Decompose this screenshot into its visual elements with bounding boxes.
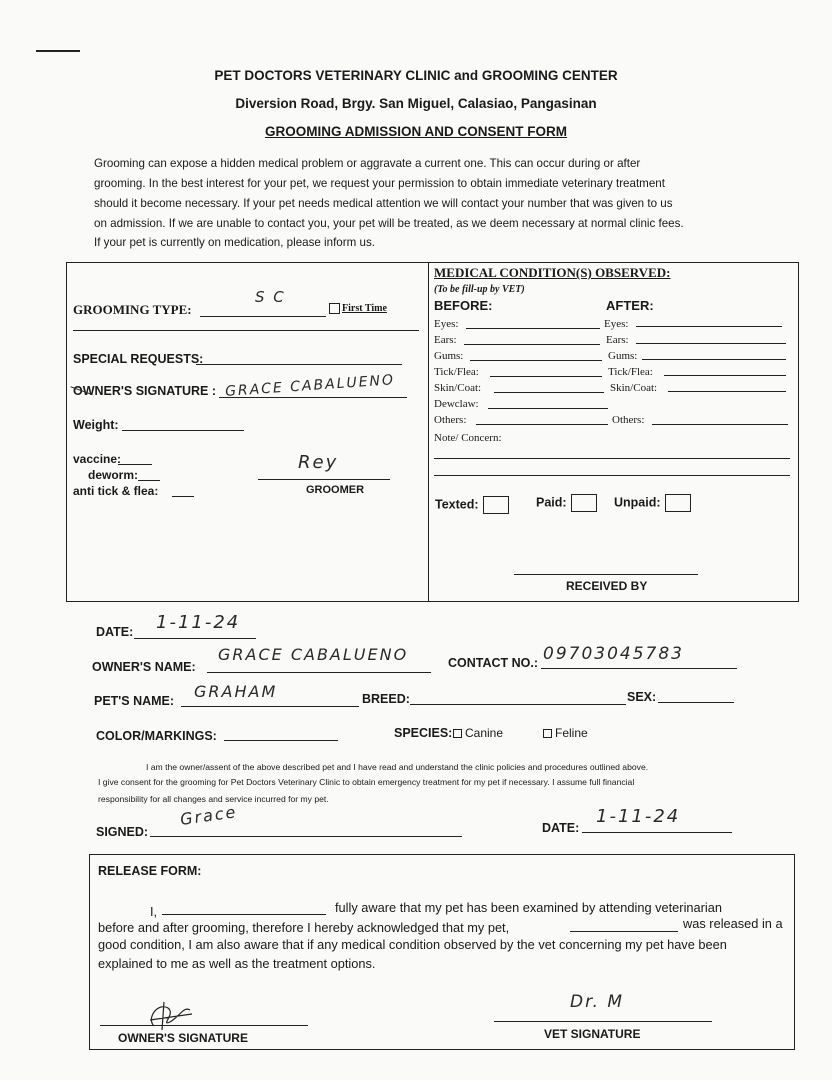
owner-signature-value: GRACE CABALUENO <box>224 372 396 400</box>
texted-checkbox[interactable] <box>483 496 509 514</box>
after-ears-field[interactable] <box>636 343 786 344</box>
signed-value: Grace <box>178 802 239 829</box>
special-requests-field[interactable] <box>196 364 402 365</box>
deworm-field[interactable] <box>138 480 160 481</box>
owner-signature-label: OWNER'S SIGNATURE : <box>73 384 217 398</box>
canine-option[interactable] <box>453 726 503 740</box>
consent-line: I give consent for the grooming for Pet Doctors Veterinary Clinic to obtain emergency treatment for my pet if necessary. I assume full financial <box>98 777 635 787</box>
release-title: RELEASE FORM: <box>98 864 202 878</box>
date-label: DATE: <box>96 625 134 639</box>
paid-option[interactable] <box>536 494 597 512</box>
medical-subtitle: (To be fill-up by VET) <box>434 284 525 295</box>
consent-line: I am the owner/assent of the above described pet and I have read and understand the clinic policies and procedures outlined above. <box>146 762 649 772</box>
unpaid-label: Unpaid: <box>614 495 661 510</box>
unpaid-checkbox[interactable] <box>665 494 691 512</box>
note-label: Note/ Concern: <box>434 432 502 444</box>
release-text: was released in a <box>683 916 783 931</box>
consent-date-field[interactable] <box>582 832 732 833</box>
consent-date-value: 1-11-24 <box>596 806 681 827</box>
signed-field[interactable] <box>150 836 462 837</box>
before-eyes-label: Eyes: <box>434 318 459 330</box>
release-text: I, <box>150 904 158 919</box>
after-eyes-field[interactable] <box>636 326 782 327</box>
canine-checkbox[interactable] <box>453 729 462 738</box>
release-text: before and after grooming, therefore I hereby acknowledged that my pet, <box>98 920 510 935</box>
medical-title: MEDICAL CONDITION(S) OBSERVED: <box>434 265 671 280</box>
box-divider <box>428 262 429 602</box>
before-ears-label: Ears: <box>434 334 457 346</box>
release-text: good condition, I am also aware that if any medical condition observed by the vet concerning my pet have been <box>98 937 727 952</box>
grooming-type-field[interactable] <box>200 316 326 317</box>
after-gums-label: Gums: <box>608 350 638 362</box>
received-by-line[interactable] <box>514 574 698 575</box>
clinic-name: PET DOCTORS VETERINARY CLINIC and GROOMING CENTER <box>214 68 618 83</box>
date-value: 1-11-24 <box>156 612 241 633</box>
after-skin-label: Skin/Coat: <box>610 382 658 394</box>
after-ears-label: Ears: <box>606 334 629 346</box>
owner-name-field[interactable] <box>207 672 431 673</box>
consent-date-label: DATE: <box>542 821 580 835</box>
canine-label: Canine <box>465 726 504 740</box>
before-others-field[interactable] <box>476 424 608 425</box>
intro-line: Grooming can expose a hidden medical problem or aggravate a current one. This can occur during or after <box>94 157 641 170</box>
deworm-label: deworm: <box>88 468 139 482</box>
before-gums-field[interactable] <box>470 360 602 361</box>
grooming-type-extra-line <box>73 330 419 331</box>
feline-label: Feline <box>555 726 588 740</box>
first-time-checkbox[interactable] <box>329 303 340 314</box>
pet-name-value: GRAHAM <box>194 682 278 701</box>
after-tick-field[interactable] <box>664 375 786 376</box>
paid-label: Paid: <box>536 495 567 510</box>
texted-label: Texted: <box>435 497 479 512</box>
after-skin-field[interactable] <box>668 391 786 392</box>
unpaid-option[interactable] <box>614 494 691 512</box>
groomer-signature: Rey <box>298 452 339 473</box>
texted-option[interactable] <box>435 496 509 514</box>
breed-field[interactable] <box>410 704 626 705</box>
release-text: fully aware that my pet has been examined by attending veterinarian <box>335 900 722 915</box>
pet-name-label: PET'S NAME: <box>94 694 175 708</box>
before-tick-field[interactable] <box>490 376 602 377</box>
release-owner-signature-scribble <box>140 996 200 1036</box>
species-label: SPECIES: <box>394 726 453 740</box>
feline-option[interactable] <box>543 726 588 740</box>
color-field[interactable] <box>224 740 338 741</box>
after-label: AFTER: <box>606 298 654 313</box>
feline-checkbox[interactable] <box>543 729 552 738</box>
intro-line: grooming. In the best interest for your pet, we request your permission to obtain immediate veterinary treatment <box>94 177 665 190</box>
weight-field[interactable] <box>122 430 244 431</box>
before-skin-field[interactable] <box>494 392 604 393</box>
groomer-label: GROOMER <box>306 484 365 496</box>
sex-label: SEX: <box>627 690 657 704</box>
groomer-signature-line[interactable] <box>258 479 390 480</box>
after-others-label: Others: <box>612 414 645 426</box>
contact-value: 09703045783 <box>543 644 684 664</box>
note-line[interactable] <box>434 475 790 476</box>
after-others-field[interactable] <box>652 424 788 425</box>
grooming-type-value: S C <box>255 288 286 306</box>
special-requests-label: SPECIAL REQUESTS: <box>73 352 204 366</box>
before-tick-label: Tick/Flea: <box>434 366 479 378</box>
note-line[interactable] <box>434 458 790 459</box>
contact-label: CONTACT NO.: <box>448 656 539 670</box>
vaccine-field[interactable] <box>118 464 152 465</box>
owner-name-value: GRACE CABALUENO <box>218 645 409 664</box>
release-name-field[interactable] <box>162 914 326 915</box>
release-pet-field[interactable] <box>570 931 678 932</box>
weight-label: Weight: <box>73 418 119 432</box>
intro-line: should it become necessary. If your pet needs medical attention we will contact your number that was given to us <box>94 197 673 210</box>
anti-tick-field[interactable] <box>172 496 194 497</box>
after-gums-field[interactable] <box>642 359 786 360</box>
before-others-label: Others: <box>434 414 467 426</box>
pet-name-field[interactable] <box>181 706 359 707</box>
before-gums-label: Gums: <box>434 350 464 362</box>
contact-field[interactable] <box>541 668 737 669</box>
margin-mark <box>36 50 80 52</box>
owner-name-label: OWNER'S NAME: <box>92 660 196 674</box>
signed-label: SIGNED: <box>96 825 149 839</box>
color-label: COLOR/MARKINGS: <box>96 729 217 743</box>
vet-signature-label: VET SIGNATURE <box>544 1027 641 1041</box>
before-dewclaw-field[interactable] <box>488 408 608 409</box>
after-tick-label: Tick/Flea: <box>608 366 653 378</box>
form-title: GROOMING ADMISSION AND CONSENT FORM <box>265 124 567 139</box>
after-eyes-label: Eyes: <box>604 318 629 330</box>
anti-tick-label: anti tick & flea: <box>73 484 159 498</box>
sex-field[interactable] <box>658 702 734 703</box>
release-owner-signature-label: OWNER'S SIGNATURE <box>118 1031 248 1045</box>
breed-label: BREED: <box>362 692 410 706</box>
date-field[interactable] <box>134 638 256 639</box>
before-label: BEFORE: <box>434 298 493 313</box>
clinic-address: Diversion Road, Brgy. San Miguel, Calasiao, Pangasinan <box>235 96 597 111</box>
intro-line: on admission. If we are unable to contact you, your pet will be treated, as we deem necessary at normal clinic fees. <box>94 217 684 230</box>
before-skin-label: Skin/Coat: <box>434 382 482 394</box>
consent-line: responsibility for all changes and service incurred for my pet. <box>98 794 329 804</box>
before-dewclaw-label: Dewclaw: <box>434 398 479 410</box>
vet-signature-line[interactable] <box>494 1021 712 1022</box>
first-time-label: First Time <box>342 303 387 314</box>
release-owner-signature-line[interactable] <box>100 1025 308 1026</box>
before-eyes-field[interactable] <box>466 328 600 329</box>
release-text: explained to me as well as the treatment options. <box>98 956 376 971</box>
received-by-label: RECEIVED BY <box>566 579 648 593</box>
vet-signature-value: Dr. M <box>570 992 624 1012</box>
paid-checkbox[interactable] <box>571 494 597 512</box>
vaccine-label: vaccine: <box>73 452 122 466</box>
before-ears-field[interactable] <box>464 344 600 345</box>
intro-line: If your pet is currently on medication, please inform us. <box>94 236 375 249</box>
grooming-type-label: GROOMING TYPE: <box>73 302 192 317</box>
